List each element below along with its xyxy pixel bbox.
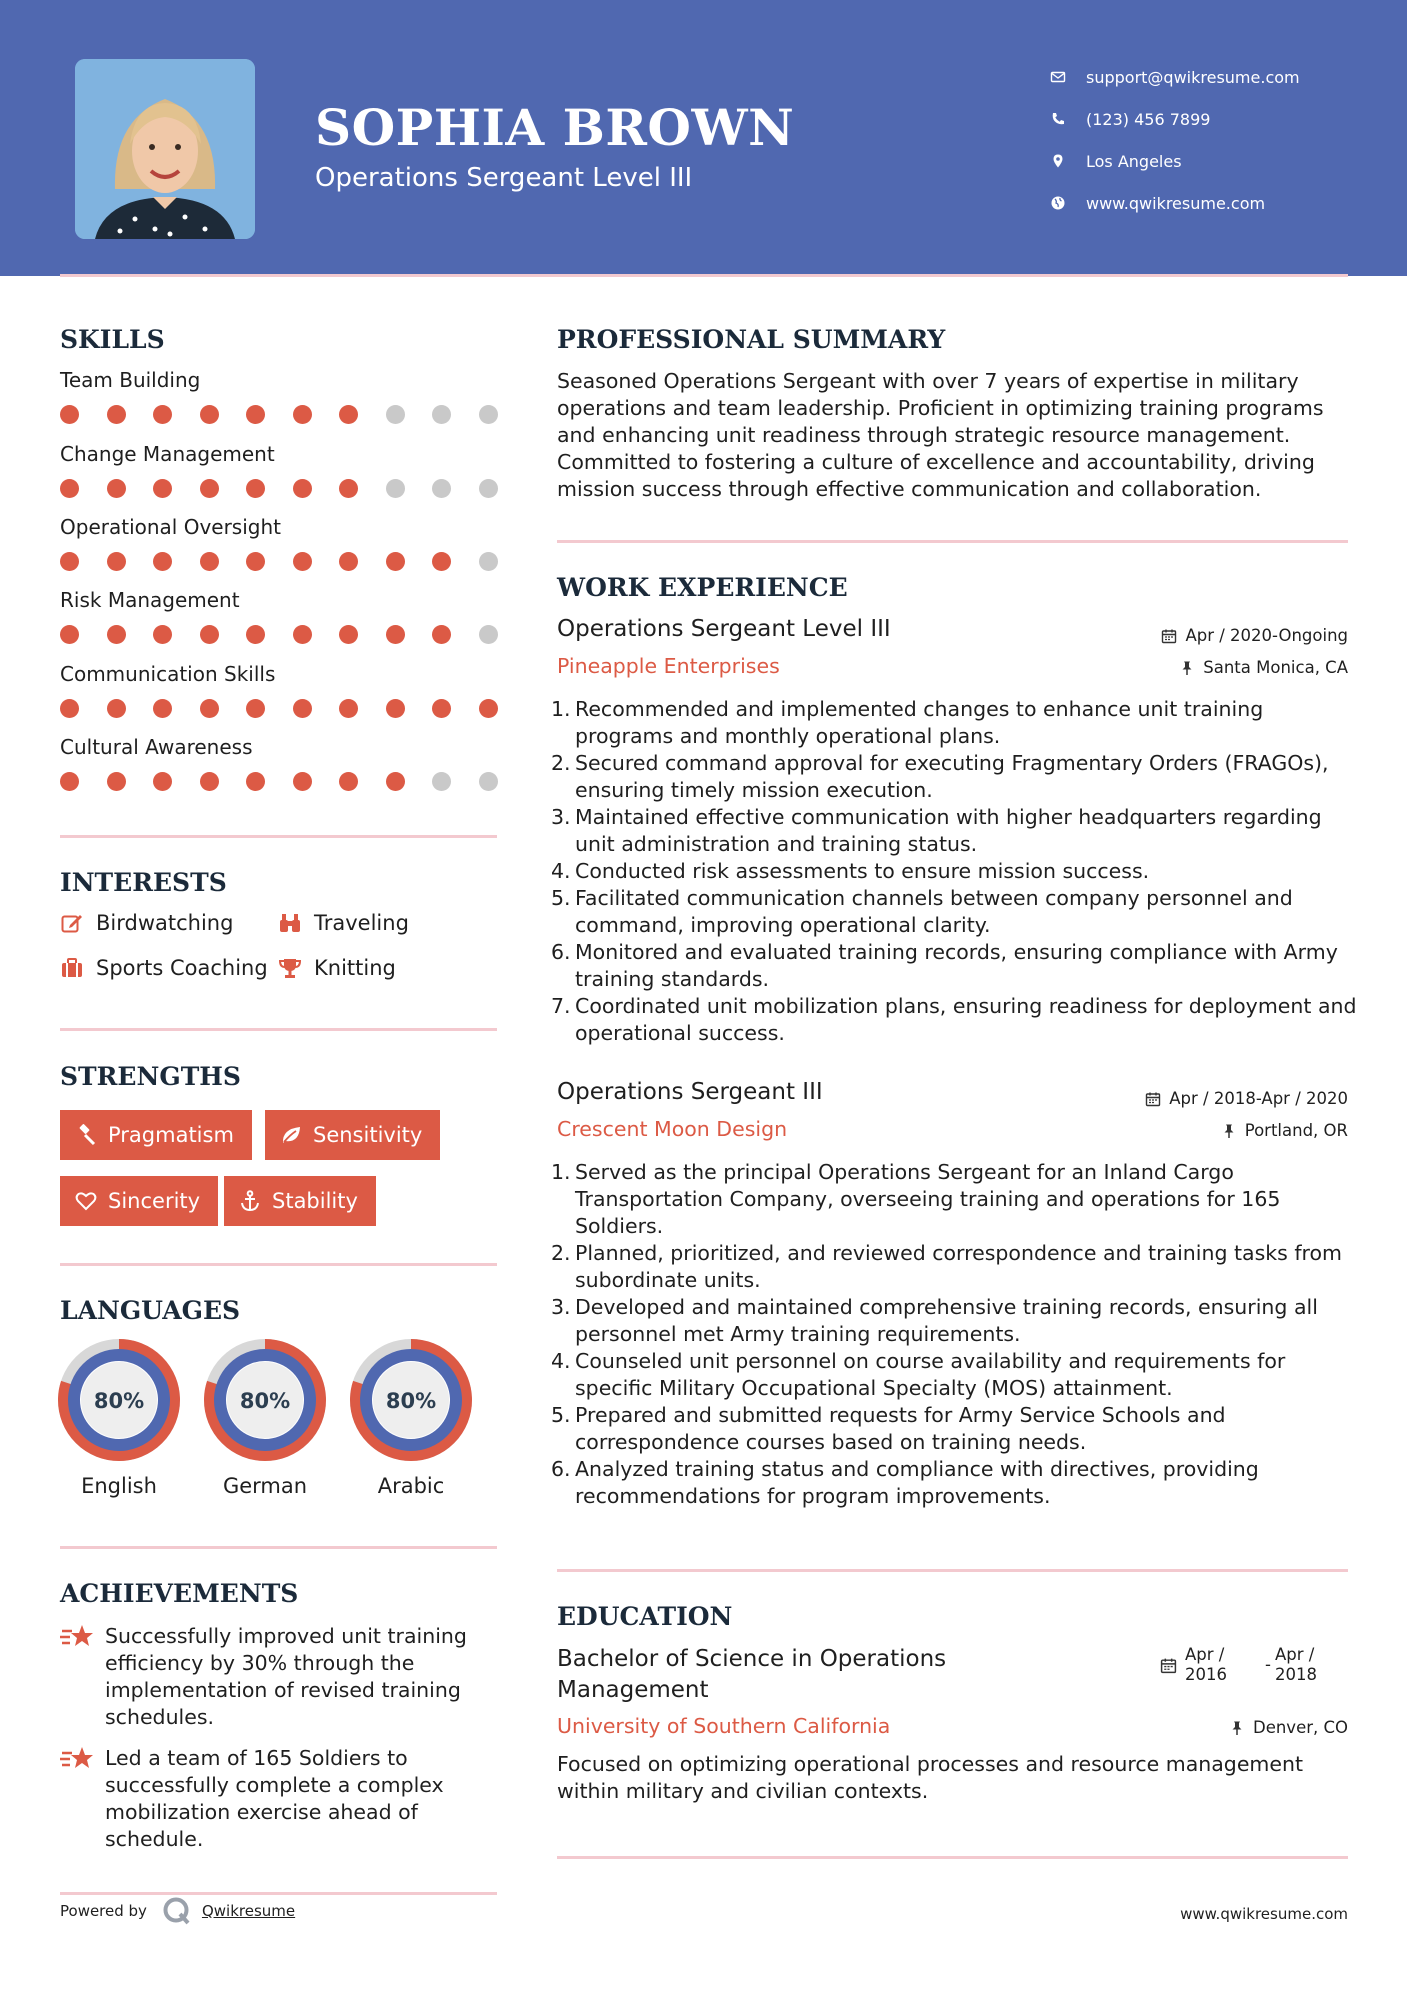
education-location: [1229, 1718, 1348, 1737]
briefcase-icon: [60, 956, 96, 980]
section-divider: [60, 1263, 497, 1266]
skill-name: Team Building: [60, 368, 201, 392]
skill-dot-filled: [60, 772, 79, 791]
skill-dot-filled: [246, 699, 265, 718]
leaf-icon: [279, 1123, 313, 1147]
skill-dot-filled: [432, 552, 451, 571]
job-bullet: 4. Conducted risk assessments to ensure mission success.: [551, 859, 1150, 883]
skill-dot-filled: [339, 772, 358, 791]
job-date: [1145, 1089, 1348, 1108]
interest-item: [278, 911, 409, 935]
skill-dot-filled: [293, 625, 312, 644]
job-date-text: Apr / 2018-Apr / 2020: [1169, 1089, 1348, 1108]
language-name: English: [81, 1474, 157, 1498]
footer-website[interactable]: www.qwikresume.com: [1180, 1905, 1348, 1923]
resume-header: [0, 0, 1407, 276]
skill-dot-empty: [479, 405, 498, 424]
interest-label: Sports Coaching: [96, 956, 268, 980]
skill-dot-filled: [200, 625, 219, 644]
interest-label: Knitting: [314, 956, 396, 980]
job-company: Pineapple Enterprises: [557, 654, 780, 678]
language-ring: [350, 1339, 472, 1461]
skill-name: Change Management: [60, 442, 275, 466]
education-date-end: Apr / 2018: [1275, 1645, 1317, 1684]
candidate-name: SOPHIA BROWN: [315, 98, 795, 157]
calendar-icon: [1160, 1657, 1177, 1674]
job-bullet: 7. Coordinated unit mobilization plans, ensuring readiness for deployment and operational success.: [551, 994, 1357, 1045]
strength-label: Sensitivity: [313, 1123, 423, 1147]
skill-rating: [60, 405, 500, 425]
strength-label: Stability: [272, 1189, 358, 1213]
skill-dot-filled: [107, 479, 126, 498]
job-date-text: Apr / 2020-Ongoing: [1185, 626, 1348, 645]
language-item: [349, 1339, 473, 1498]
binoculars-icon: [278, 911, 314, 935]
skill-dot-filled: [60, 552, 79, 571]
skill-dot-filled: [60, 405, 79, 424]
job-bullet: 4. Counseled unit personnel on course availability and requirements for specific Military Occupational Specialty (MOS) attainment.: [551, 1349, 1286, 1400]
skill-dot-empty: [479, 479, 498, 498]
skill-dot-filled: [293, 479, 312, 498]
job-bullets: [551, 696, 1357, 1047]
phone-icon: [1050, 111, 1086, 127]
skill-dot-filled: [386, 625, 405, 644]
interest-label: Birdwatching: [96, 911, 234, 935]
skill-dot-filled: [107, 772, 126, 791]
calendar-icon: [1145, 1091, 1161, 1107]
trophy-icon: [278, 956, 314, 980]
skill-rating: [60, 552, 500, 572]
interest-item: [60, 956, 268, 980]
experience-heading: WORK EXPERIENCE: [557, 573, 848, 602]
pushpin-icon: [1221, 1123, 1237, 1139]
section-divider: [60, 1028, 497, 1031]
job-company: Crescent Moon Design: [557, 1117, 788, 1141]
summary-heading: PROFESSIONAL SUMMARY: [557, 325, 946, 354]
skill-dot-filled: [60, 479, 79, 498]
language-item: [57, 1339, 181, 1498]
globe-icon: [1050, 195, 1086, 211]
education-description: Focused on optimizing operational processes and resource management within military and civilian contexts.: [557, 1752, 1304, 1803]
skill-dot-filled: [153, 405, 172, 424]
skill-dot-filled: [107, 552, 126, 571]
contact-phone-text: (123) 456 7899: [1086, 109, 1211, 129]
section-divider: [557, 540, 1348, 543]
skill-dot-filled: [246, 552, 265, 571]
job-title: Operations Sergeant III: [557, 1079, 823, 1105]
interest-label: Traveling: [314, 911, 409, 935]
contact-website[interactable]: [1050, 182, 1380, 224]
qwikresume-link[interactable]: Qwikresume: [201, 1902, 296, 1920]
skill-dot-empty: [432, 479, 451, 498]
skill-dot-filled: [339, 405, 358, 424]
skill-dot-empty: [386, 405, 405, 424]
section-divider: [557, 1856, 1348, 1859]
job-bullet: 2. Secured command approval for executing Fragmentary Orders (FRAGOs), ensuring timely mission execution.: [551, 751, 1329, 802]
job-bullet: 5. Facilitated communication channels between company personnel and command, improving operational clarity.: [551, 886, 1293, 937]
skill-dot-empty: [432, 405, 451, 424]
contact-email[interactable]: [1050, 56, 1380, 98]
language-percent-label: 80%: [239, 1389, 291, 1413]
envelope-icon: [1050, 69, 1086, 85]
degree-title: Bachelor of Science in Operations Management: [557, 1646, 947, 1703]
education-date: [1160, 1645, 1355, 1685]
skill-dot-filled: [386, 772, 405, 791]
skill-rating: [60, 772, 500, 792]
language-percent-label: 80%: [93, 1389, 145, 1413]
education-location-text: Denver, CO: [1252, 1718, 1348, 1737]
skill-dot-filled: [246, 772, 265, 791]
job-location-text: Santa Monica, CA: [1203, 658, 1348, 677]
interest-item: [278, 956, 396, 980]
achievement-text: Led a team of 165 Soldiers to successfully complete a complex mobilization exercise ahead of schedule.: [105, 1746, 444, 1851]
powered-by-label: Powered by: [60, 1902, 147, 1920]
job-location: [1179, 658, 1348, 677]
achievement-text: Successfully improved unit training efficiency by 30% through the implementation of revised training schedules.: [105, 1624, 467, 1729]
skill-dot-filled: [432, 625, 451, 644]
skill-dot-filled: [107, 625, 126, 644]
job-bullet: 3. Maintained effective communication with higher headquarters regarding unit administration and training status.: [551, 805, 1322, 856]
interest-item: [60, 911, 233, 935]
skill-dot-filled: [386, 699, 405, 718]
skill-dot-filled: [153, 625, 172, 644]
skill-name: Risk Management: [60, 588, 240, 612]
calendar-icon: [1161, 628, 1177, 644]
section-divider: [557, 1569, 1348, 1572]
section-divider: [60, 835, 497, 838]
skill-dot-filled: [107, 405, 126, 424]
skill-dot-filled: [200, 772, 219, 791]
skill-dot-filled: [293, 699, 312, 718]
skill-dot-empty: [432, 772, 451, 791]
skill-dot-filled: [293, 772, 312, 791]
skill-name: Cultural Awareness: [60, 735, 253, 759]
contact-phone[interactable]: [1050, 98, 1380, 140]
contact-list: [1050, 56, 1380, 224]
skill-dot-filled: [200, 699, 219, 718]
map-pin-icon: [1050, 153, 1086, 169]
profile-photo-image: [75, 59, 255, 239]
skill-dot-filled: [246, 405, 265, 424]
achievement-item: [60, 1745, 500, 1853]
skill-dot-empty: [479, 552, 498, 571]
job-location: [1221, 1121, 1348, 1140]
contact-location-text: Los Angeles: [1086, 151, 1182, 171]
pencil-square-icon: [60, 911, 96, 935]
job-bullet: 5. Prepared and submitted requests for Army Service Schools and correspondence courses based on training needs.: [551, 1403, 1226, 1454]
contact-website-text: www.qwikresume.com: [1086, 193, 1266, 213]
job-bullet: 6. Monitored and evaluated training records, ensuring compliance with Army training standards.: [551, 940, 1338, 991]
education-date-start: Apr / 2016: [1185, 1645, 1227, 1684]
job-bullet: 6. Analyzed training status and compliance with directives, providing recommendations for program improvements.: [551, 1457, 1259, 1508]
strength-label: Sincerity: [108, 1189, 201, 1213]
language-percent-label: 80%: [385, 1389, 437, 1413]
pushpin-icon: [1229, 1720, 1245, 1736]
profile-photo: [75, 59, 255, 239]
job-bullet: 3. Developed and maintained comprehensive training records, ensuring all personnel met Army training requirements.: [551, 1295, 1318, 1346]
strength-chip: [224, 1176, 376, 1226]
strengths-heading: STRENGTHS: [60, 1062, 241, 1091]
job-bullet: 2. Planned, prioritized, and reviewed correspondence and training tasks from subordinate units.: [551, 1241, 1343, 1292]
pushpin-icon: [1179, 660, 1195, 676]
language-ring: [58, 1339, 180, 1461]
qwikresume-logo-icon: [162, 1896, 192, 1926]
section-divider: [60, 1546, 497, 1549]
heart-icon: [74, 1189, 108, 1213]
skill-dot-filled: [293, 552, 312, 571]
contact-email-text: support@qwikresume.com: [1086, 67, 1300, 87]
language-ring: [204, 1339, 326, 1461]
skill-dot-filled: [339, 625, 358, 644]
achievement-item: [60, 1623, 500, 1731]
language-name: German: [222, 1474, 308, 1498]
skill-dot-filled: [107, 699, 126, 718]
contact-location: [1050, 140, 1380, 182]
school-name: University of Southern California: [557, 1714, 891, 1738]
section-divider: [60, 1892, 497, 1895]
skill-dot-filled: [479, 699, 498, 718]
skill-dot-filled: [200, 479, 219, 498]
skill-dot-filled: [293, 405, 312, 424]
job-location-text: Portland, OR: [1244, 1121, 1348, 1140]
skill-dot-filled: [386, 552, 405, 571]
skill-dot-filled: [60, 699, 79, 718]
gavel-icon: [74, 1123, 108, 1147]
skill-name: Operational Oversight: [60, 515, 281, 539]
skill-name: Communication Skills: [60, 662, 276, 686]
skill-rating: [60, 479, 500, 499]
interests-heading: INTERESTS: [60, 868, 227, 897]
education-date-separator: -: [1265, 1655, 1271, 1674]
skill-dot-filled: [200, 552, 219, 571]
job-title: Operations Sergeant Level III: [557, 616, 891, 642]
strength-chip: [265, 1110, 440, 1160]
job-bullet: 1. Recommended and implemented changes to enhance unit training programs and monthly operational plans.: [551, 697, 1264, 748]
skill-dot-empty: [386, 479, 405, 498]
job-bullets: [551, 1159, 1357, 1510]
star-medal-icon: [60, 1623, 94, 1653]
skill-dot-filled: [339, 699, 358, 718]
job-bullet: 1. Served as the principal Operations Sergeant for an Inland Cargo Transportation Company, overseeing training and operations for 165 Soldiers.: [551, 1160, 1281, 1238]
skill-rating: [60, 625, 500, 645]
skill-dot-empty: [479, 625, 498, 644]
skill-dot-filled: [200, 405, 219, 424]
skill-dot-filled: [153, 772, 172, 791]
language-item: [203, 1339, 327, 1498]
strength-chip: [60, 1110, 252, 1160]
skill-dot-filled: [246, 625, 265, 644]
header-divider: [60, 274, 1348, 277]
skills-heading: SKILLS: [60, 325, 165, 354]
anchor-icon: [238, 1189, 272, 1213]
strength-chip: [60, 1176, 218, 1226]
skill-dot-filled: [339, 552, 358, 571]
star-medal-icon: [60, 1745, 94, 1775]
summary-text: Seasoned Operations Sergeant with over 7 years of expertise in military operations and team leadership. Proficient in optimizing training programs and enhancing unit readiness through strategic resource management. Committed to fostering a culture of excellence and accountability, driving mission success through effective communication and collaboration.: [557, 369, 1324, 501]
achievements-heading: ACHIEVEMENTS: [60, 1579, 299, 1608]
skill-dot-empty: [479, 772, 498, 791]
education-heading: EDUCATION: [557, 1602, 733, 1631]
skill-dot-filled: [153, 699, 172, 718]
skill-dot-filled: [339, 479, 358, 498]
skill-dot-filled: [60, 625, 79, 644]
skill-rating: [60, 699, 500, 719]
strength-label: Pragmatism: [108, 1123, 234, 1147]
languages-heading: LANGUAGES: [60, 1296, 241, 1325]
job-date: [1161, 626, 1348, 645]
powered-by: [60, 1896, 295, 1926]
language-name: Arabic: [377, 1474, 445, 1498]
skill-dot-filled: [432, 699, 451, 718]
skill-dot-filled: [153, 479, 172, 498]
candidate-title: Operations Sergeant Level III: [315, 163, 693, 193]
skill-dot-filled: [246, 479, 265, 498]
skill-dot-filled: [153, 552, 172, 571]
